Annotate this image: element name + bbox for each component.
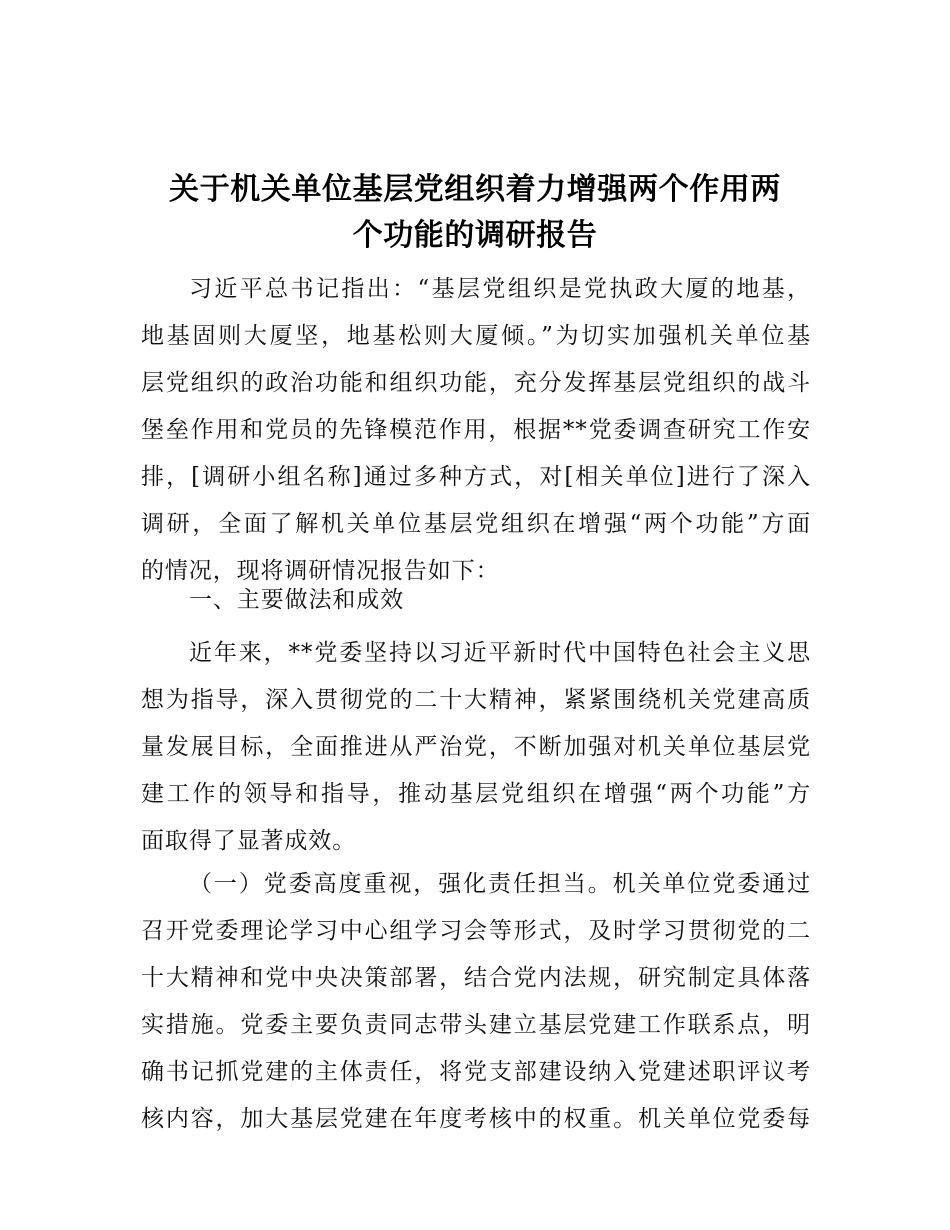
paragraph-line: 近年来，**党委坚持以习近平新时代中国特色社会主义思 — [189, 640, 811, 666]
paragraph-line: 想为指导，深入贯彻党的二十大精神，紧紧围绕机关党建高质 — [141, 687, 811, 713]
paragraph-line: 习近平总书记指出：“基层党组织是党执政大厦的地基， — [189, 276, 811, 302]
paragraph-line: 建工作的领导和指导，推动基层党组织在增强“两个功能”方 — [141, 781, 811, 807]
body-paragraph — [141, 861, 811, 1143]
title-line: 个功能的调研报告 — [352, 218, 598, 253]
paragraph-line: 调研，全面了解机关单位基层党组织在增强“两个功能”方面 — [141, 511, 811, 537]
paragraph-line: 核内容，加大基层党建在年度考核中的权重。机关单位党委每 — [141, 1106, 811, 1132]
section-heading — [141, 577, 811, 624]
paragraph-line: 十大精神和党中央决策部署，结合党内法规，研究制定具体落 — [141, 965, 811, 991]
document-title — [120, 167, 830, 259]
paragraph-line: 排，[调研小组名称]通过多种方式，对[相关单位]进行了深入 — [141, 464, 811, 490]
paragraph-line: （一）党委高度重视，强化责任担当。机关单位党委通过 — [189, 871, 811, 897]
paragraph-line: 实措施。党委主要负责同志带头建立基层党建工作联系点，明 — [141, 1012, 811, 1038]
paragraph-line: 召开党委理论学习中心组学习会等形式，及时学习贯彻党的二 — [141, 918, 811, 944]
intro-paragraph — [141, 266, 811, 595]
body-paragraph — [141, 630, 811, 865]
paragraph-line: 堡垒作用和党员的先锋模范作用，根据**党委调查研究工作安 — [141, 417, 811, 443]
paragraph-line: 地基固则大厦坚，地基松则大厦倾。”为切实加强机关单位基 — [141, 323, 811, 349]
paragraph-line: 层党组织的政治功能和组织功能，充分发挥基层党组织的战斗 — [141, 370, 811, 396]
paragraph-line: 面取得了显著成效。 — [141, 828, 357, 854]
paragraph-line: 量发展目标，全面推进从严治党，不断加强对机关单位基层党 — [141, 734, 811, 760]
section-heading-text: 一、主要做法和成效 — [189, 587, 405, 613]
title-line: 关于机关单位基层党组织着力增强两个作用两 — [169, 172, 781, 207]
paragraph-line: 的情况，现将调研情况报告如下： — [141, 558, 500, 584]
paragraph-line: 确书记抓党建的主体责任，将党支部建设纳入党建述职评议考 — [141, 1059, 811, 1085]
